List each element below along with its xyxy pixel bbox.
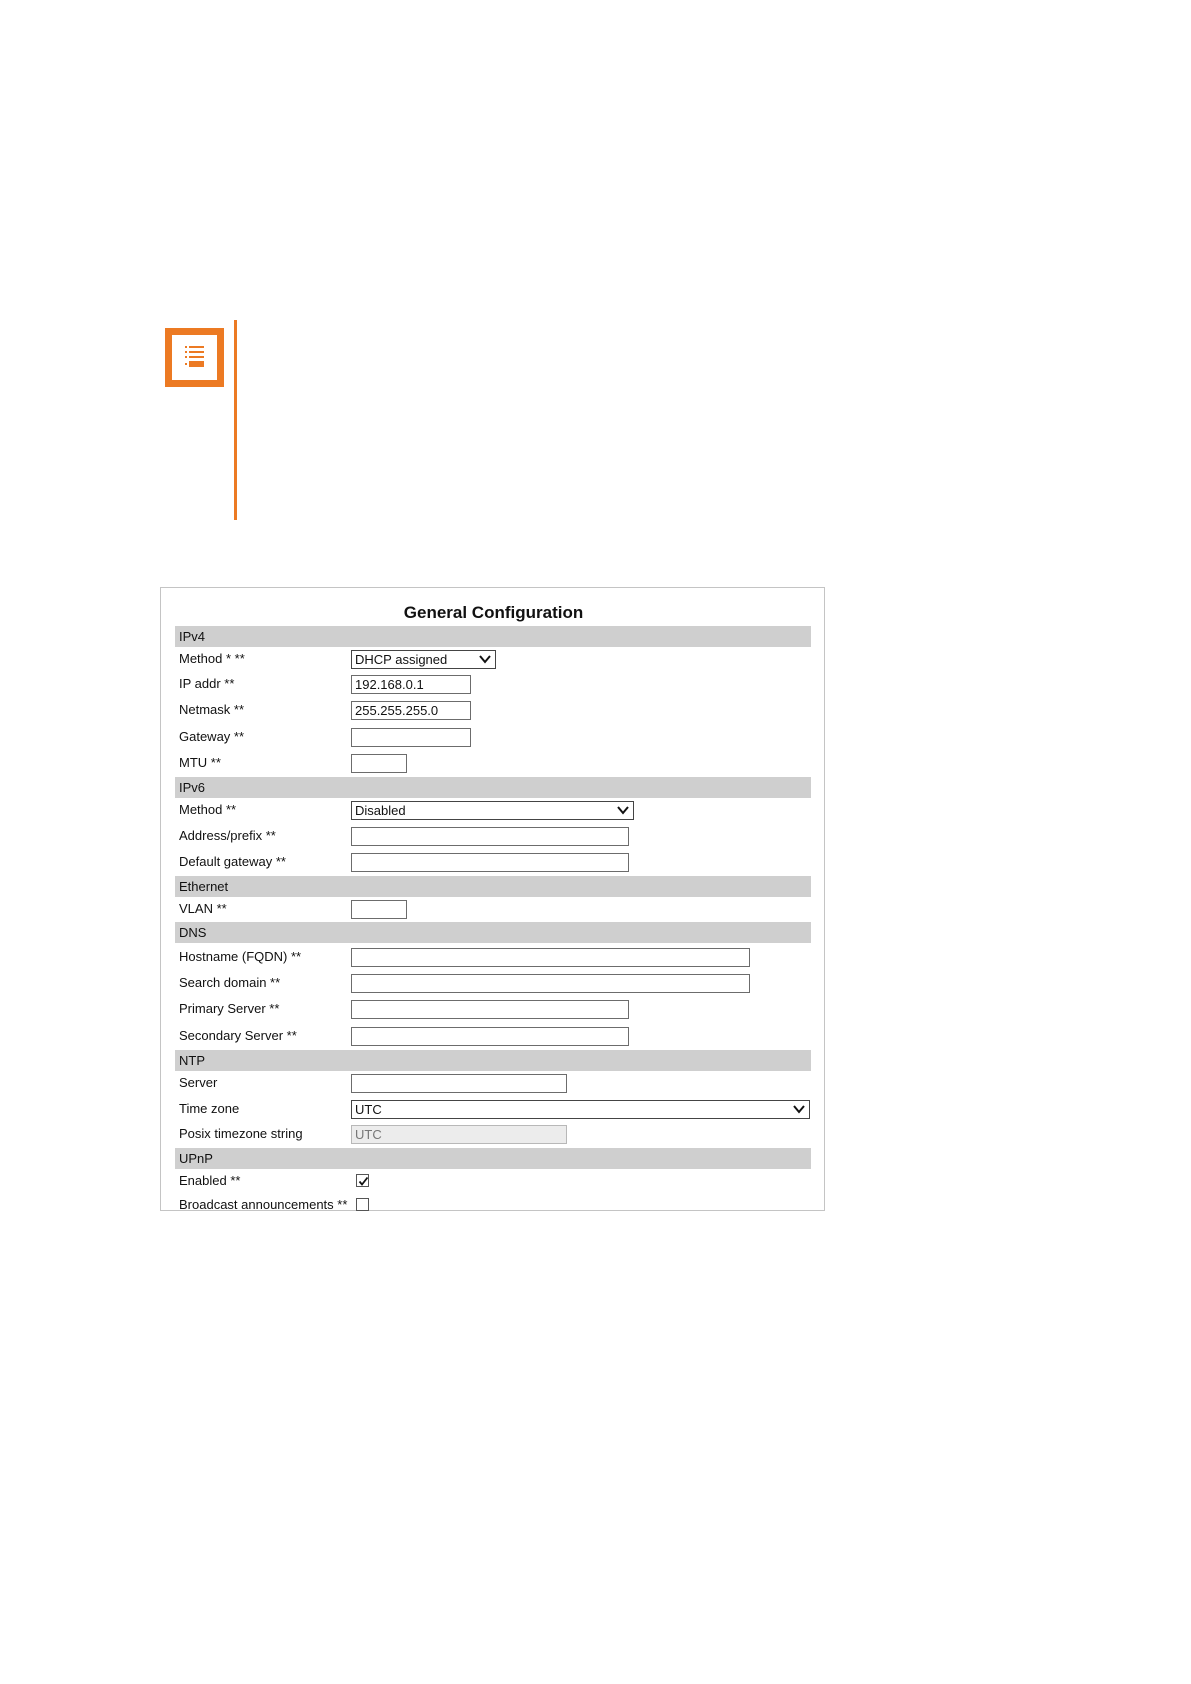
ntp-posix-label: Posix timezone string	[179, 1126, 303, 1141]
dns-hostname-label: Hostname (FQDN) **	[179, 949, 302, 964]
section-ntp: NTP	[175, 1050, 811, 1071]
section-ipv6: IPv6	[175, 777, 811, 798]
section-ipv4: IPv4	[175, 626, 811, 647]
ipv4-method-value: DHCP assigned	[355, 652, 448, 667]
ethernet-vlan-input[interactable]	[351, 900, 407, 919]
ipv4-netmask-label: Netmask **	[179, 702, 245, 717]
ipv6-method-value: Disabled	[355, 803, 406, 818]
ipv6-method-select[interactable]	[351, 801, 634, 820]
note-accent-bar	[234, 320, 237, 520]
ipv6-address-input[interactable]	[351, 827, 629, 846]
ipv4-mtu-label: MTU **	[179, 755, 221, 770]
chevron-down-icon	[616, 804, 630, 816]
dns-primary-label: Primary Server **	[179, 1001, 280, 1016]
dns-primary-input[interactable]	[351, 1000, 629, 1019]
upnp-enabled-label: Enabled **	[179, 1173, 241, 1188]
ipv6-gateway-input[interactable]	[351, 853, 629, 872]
ntp-posix-input: UTC	[351, 1125, 567, 1144]
ntp-timezone-label: Time zone	[179, 1101, 240, 1116]
ipv4-ip-label: IP addr **	[179, 676, 235, 691]
panel-title: General Configuration	[403, 603, 584, 622]
checkmark-icon	[357, 1175, 370, 1188]
ipv4-mtu-input[interactable]	[351, 754, 407, 773]
ethernet-vlan-label: VLAN **	[179, 901, 227, 916]
dns-search-label: Search domain **	[179, 975, 281, 990]
upnp-enabled-checkbox[interactable]	[356, 1174, 369, 1187]
general-configuration-panel	[160, 587, 825, 1211]
ntp-server-input[interactable]	[351, 1074, 567, 1093]
dns-search-input[interactable]	[351, 974, 750, 993]
upnp-broadcast-label: Broadcast announcements **	[179, 1197, 348, 1212]
note-list-icon	[165, 328, 224, 387]
dns-secondary-input[interactable]	[351, 1027, 629, 1046]
ipv4-gateway-label: Gateway **	[179, 729, 245, 744]
ntp-server-label: Server	[179, 1075, 218, 1090]
ipv6-address-label: Address/prefix **	[179, 828, 276, 843]
ipv4-netmask-input[interactable]: 255.255.255.0	[351, 701, 471, 720]
ipv4-ip-input[interactable]: 192.168.0.1	[351, 675, 471, 694]
chevron-down-icon	[792, 1103, 806, 1115]
ntp-timezone-select[interactable]	[351, 1100, 810, 1119]
ipv4-gateway-input[interactable]	[351, 728, 471, 747]
upnp-broadcast-checkbox[interactable]	[356, 1198, 369, 1211]
ipv4-method-label: Method * **	[179, 651, 245, 666]
section-upnp: UPnP	[175, 1148, 811, 1169]
ipv6-gateway-label: Default gateway **	[179, 854, 286, 869]
ipv4-method-select[interactable]	[351, 650, 496, 669]
dns-hostname-input[interactable]	[351, 948, 750, 967]
dns-secondary-label: Secondary Server **	[179, 1028, 297, 1043]
section-ethernet: Ethernet	[175, 876, 811, 897]
ipv6-method-label: Method **	[179, 802, 237, 817]
chevron-down-icon	[478, 653, 492, 665]
section-dns: DNS	[175, 922, 811, 943]
ntp-timezone-value: UTC	[355, 1102, 382, 1117]
